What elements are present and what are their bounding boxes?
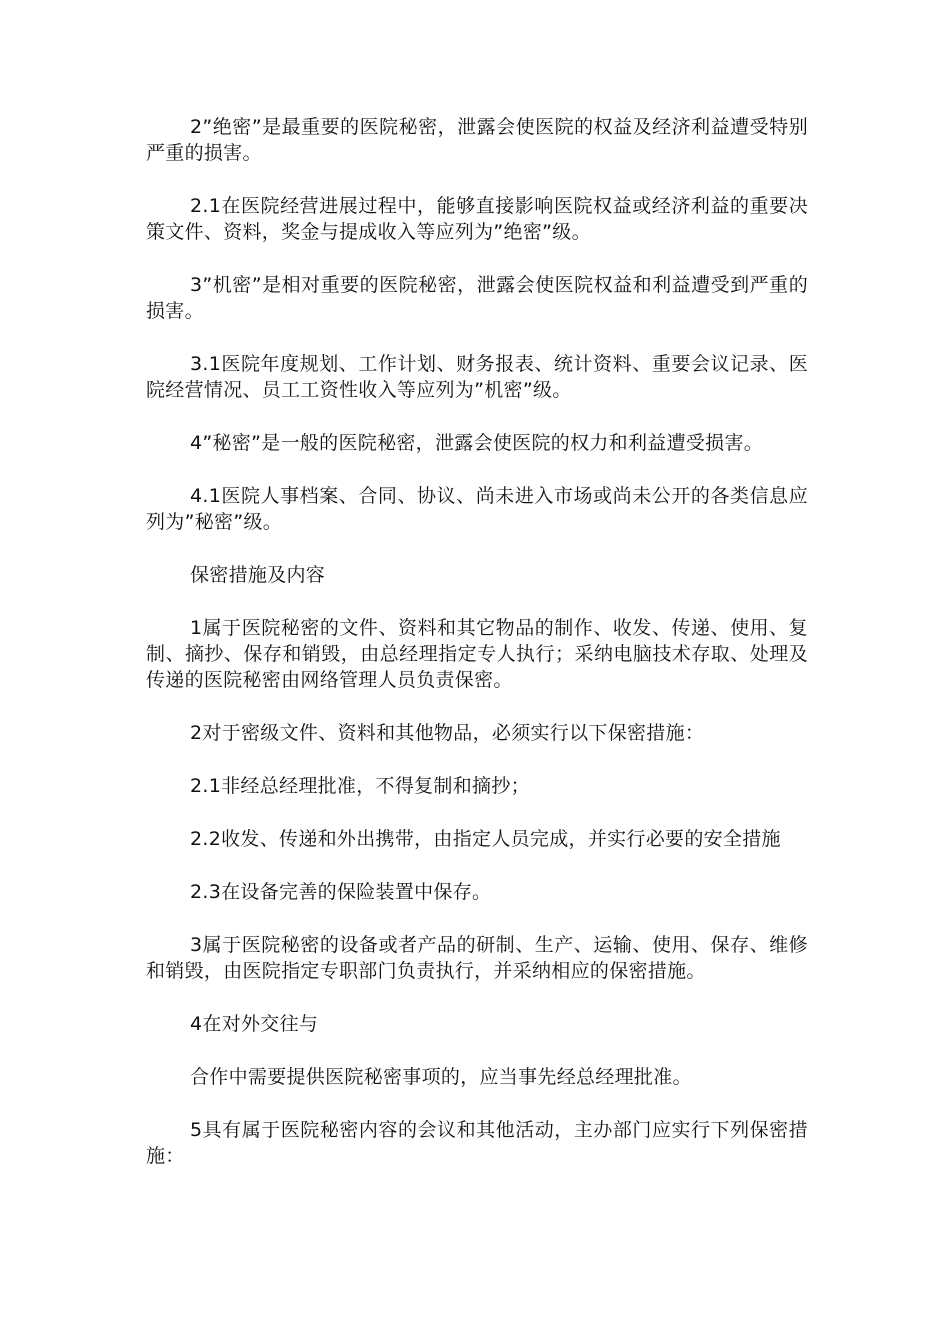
paragraph-top-secret-scope: 2.1在医院经营进展过程中，能够直接影响医院权益或经济利益的重要决策文件、资料，奖金与提成收入等应列为”绝密”级。 [146,195,808,243]
paragraph-measure-4-continued: 合作中需要提供医院秘密事项的，应当事先经总经理批准。 [190,1066,692,1088]
paragraph-measure-2-2: 2.2收发、传递和外出携带，由指定人员完成，并实行必要的安全措施 [190,828,781,850]
paragraph-measure-2: 2对于密级文件、资料和其他物品，必须实行以下保密措施： [190,722,705,744]
paragraph-measure-3: 3属于医院秘密的设备或者产品的研制、生产、运输、使用、保存、维修和销毁，由医院指定专职部门负责执行，并采纳相应的保密措施。 [146,934,808,982]
paragraph-measure-1: 1属于医院秘密的文件、资料和其它物品的制作、收发、传递、使用、复制、摘抄、保存和销毁，由总经理指定专人执行；采纳电脑技术存取、处理及传递的医院秘密由网络管理人员负责保密。 [146,617,808,691]
paragraph-measure-2-1: 2.1非经总经理批准，不得复制和摘抄； [190,775,530,797]
paragraph-measure-4: 4在对外交往与 [190,1013,319,1035]
paragraph-confidential-scope: 3.1医院年度规划、工作计划、财务报表、统计资料、重要会议记录、医院经营情况、员工工资性收入等应列为”机密”级。 [146,353,808,401]
paragraph-top-secret-definition: 2”绝密”是最重要的医院秘密，泄露会使医院的权益及经济利益遭受特别严重的损害。 [146,116,808,164]
paragraph-measure-5: 5具有属于医院秘密内容的会议和其他活动，主办部门应实行下列保密措施： [146,1119,808,1167]
paragraph-measure-2-3: 2.3在设备完善的保险装置中保存。 [190,881,492,903]
section-heading-measures: 保密措施及内容 [190,564,326,586]
paragraph-confidential-definition: 3”机密”是相对重要的医院秘密，泄露会使医院权益和利益遭受到严重的损害。 [146,274,808,322]
document-body [146,114,808,1196]
paragraph-secret-scope: 4.1医院人事档案、合同、协议、尚未进入市场或尚未公开的各类信息应列为”秘密”级。 [146,485,808,533]
paragraph-secret-definition: 4”秘密”是一般的医院秘密，泄露会使医院的权力和利益遭受损害。 [190,432,764,454]
